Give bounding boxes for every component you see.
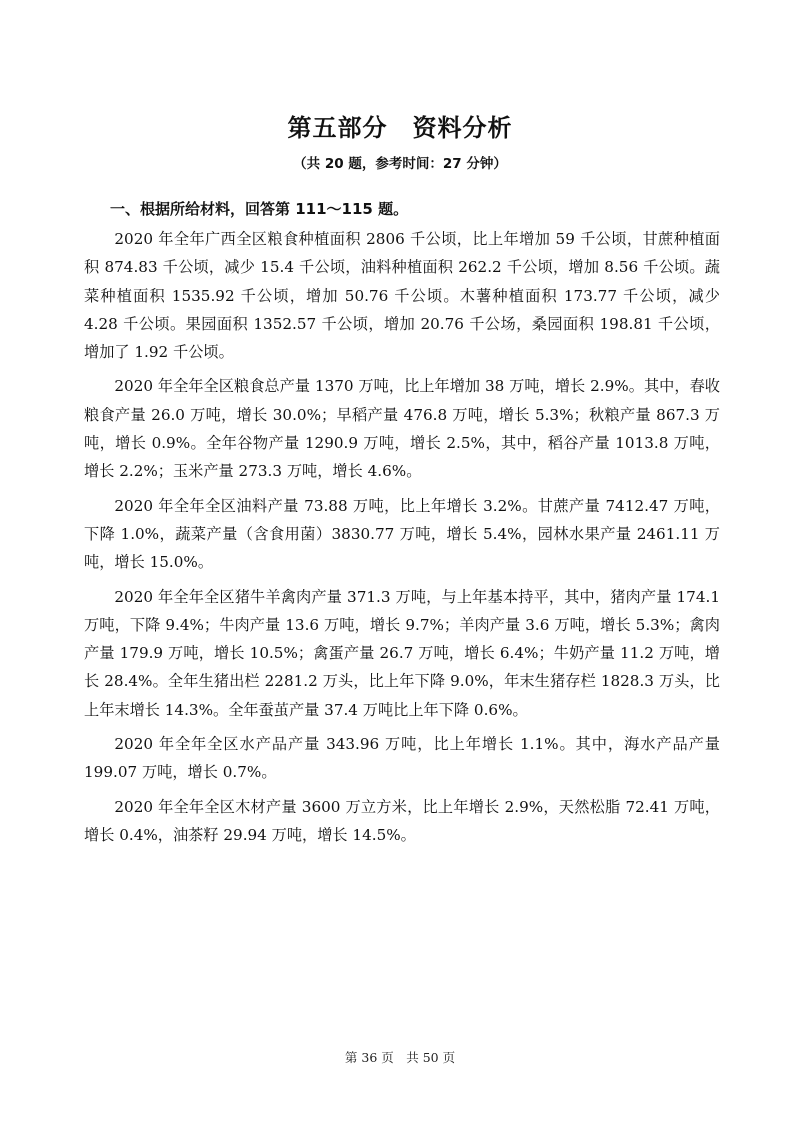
- paragraph-timber: 2020 年全年全区木材产量 3600 万立方米，比上年增长 2.9%，天然松脂 72.41 万吨，增长 0.4%，油茶籽 29.94 万吨，增长 14.5%。: [84, 797, 720, 844]
- paragraph-planting-area: 2020 年全年广西全区粮食种植面积 2806 千公顷，比上年增加 59 千公顷，甘蔗种植面积 874.83 千公顷，减少 15.4 千公顷，油料种植面积 262.2 千公顷，增加 8.56 千公顷。蔬菜种植面积 1535.92 千公顷，增加 50.76 千公顷。木薯种植面积 173.77 千公顷，减少 4.28 千公顷。果园面积 1352.57 千公顷，增加 20.76 千公场，桑园面积 198.81 千公顷，增加了 1.92 千公顷。: [84, 230, 720, 362]
- paragraph-grain-output: 2020 年全年全区粮食总产量 1370 万吨，比上年增加 38 万吨，增长 2.9%。其中，春收粮食产量 26.0 万吨，增长 30.0%；早稻产量 476.8 万吨，增长 5.3%；秋粮产量 867.3 万吨，增长 0.9%。全年谷物产量 1290.9 万吨，增长 2.5%，其中，稻谷产量 1013.8 万吨，增长 2.2%；玉米产量 273.3 万吨，增长 4.6%。: [84, 377, 720, 481]
- paragraph-meat-output: 2020 年全年全区猪牛羊禽肉产量 371.3 万吨，与上年基本持平，其中，猪肉产量 174.1 万吨，下降 9.4%；牛肉产量 13.6 万吨，增长 9.7%；羊肉产量 3.6 万吨，增长 5.3%；禽肉产量 179.9 万吨，增长 10.5%；禽蛋产量 26.7 万吨，增长 6.4%；牛奶产量 11.2 万吨，增长 28.4%。全年生猪出栏 2281.2 万头，比上年下降 9.0%，年末生猪存栏 1828.3 万头，比上年末增长 14.3%。全年蚕茧产量 37.4 万吨比上年下降 0.6%。: [84, 587, 720, 719]
- paragraph-aquatic-products: 2020 年全年全区水产品产量 343.96 万吨，比上年增长 1.1%。其中，海水产品产量 199.07 万吨，增长 0.7%。: [84, 735, 720, 782]
- page-subtitle: （共 20 题，参考时间：27 分钟）: [293, 156, 507, 172]
- section-heading: 一、根据所给材料，回答第 111～115 题。: [110, 200, 409, 218]
- paragraph-oil-crops: 2020 年全年全区油料产量 73.88 万吨，比上年增长 3.2%。甘蔗产量 7412.47 万吨，下降 1.0%，蔬菜产量（含食用菌）3830.77 万吨，增长 5.4%，园林水果产量 2461.11 万吨，增长 15.0%。: [84, 496, 720, 572]
- page-title: 第五部分 资料分析: [287, 114, 513, 142]
- page-footer: 第 36 页 共 50 页: [344, 1050, 456, 1065]
- material-body: [84, 225, 720, 855]
